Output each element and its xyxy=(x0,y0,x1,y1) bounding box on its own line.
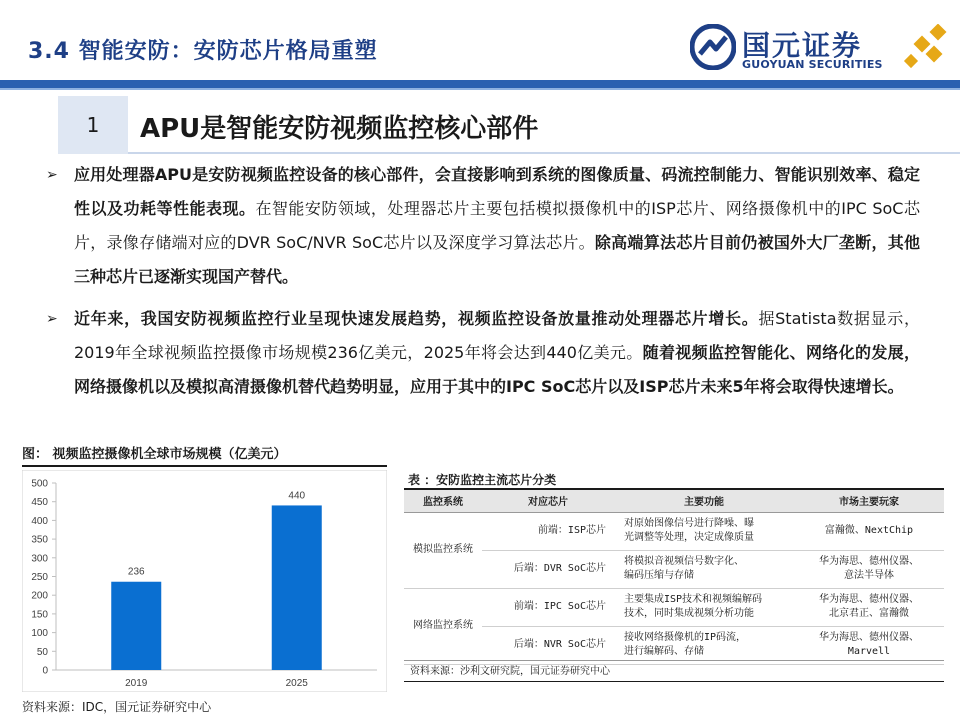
y-tick-label: 150 xyxy=(31,609,48,621)
players-line: 富瀚微、NextChip xyxy=(824,525,914,536)
bullet-arrow-icon: ➢ xyxy=(46,167,58,183)
x-tick-label-2019: 2019 xyxy=(125,678,148,689)
y-tick-label: 450 xyxy=(31,497,48,509)
bullet-list xyxy=(40,158,920,404)
table-header-cell: 监控系统 xyxy=(404,490,482,512)
table-cell-function xyxy=(614,588,794,626)
table-header-cell: 主要功能 xyxy=(614,490,794,512)
logo-chinese-name: 国元证券 xyxy=(742,29,863,62)
y-tick-label: 400 xyxy=(31,515,48,527)
figure-rule xyxy=(22,465,387,467)
bullet-bold-text: 近年来，我国安防视频监控行业呈现快速发展趋势，视频监控设备放量推动处理器芯片增长。 xyxy=(74,309,759,328)
table-cell-chip: 后端：NVR SoC芯片 xyxy=(482,626,614,664)
players-line: 华为海思、德州仪器、 xyxy=(819,594,919,605)
bullet-arrow-icon: ➢ xyxy=(46,311,58,327)
table-row xyxy=(404,512,944,550)
header-divider-thin xyxy=(0,88,960,90)
bar-2025 xyxy=(272,505,322,670)
table-row xyxy=(404,550,944,588)
bar-2019 xyxy=(111,582,161,670)
page-title: 3.4 智能安防：安防芯片格局重塑 xyxy=(28,39,378,64)
y-tick-label: 100 xyxy=(31,628,48,640)
header-divider-bar xyxy=(0,80,960,88)
table-cell-players xyxy=(794,550,944,588)
table-cell-players xyxy=(794,626,944,664)
table-source: 资料来源：沙利文研究院，国元证券研究中心 xyxy=(404,660,944,682)
table-cell-function xyxy=(614,512,794,550)
table-cell-system: 模拟监控系统 xyxy=(404,512,482,588)
function-line: 光调整等处理，决定成像质量 xyxy=(624,532,754,543)
function-line: 将模拟音视频信号数字化、 xyxy=(624,556,744,567)
function-line: 进行编解码、存储 xyxy=(624,646,704,657)
table-cell-function xyxy=(614,550,794,588)
players-line: Marvell xyxy=(847,646,891,657)
table-cell-chip: 前端：IPC SoC芯片 xyxy=(482,588,614,626)
table-header-row xyxy=(404,490,944,512)
table-row xyxy=(404,626,944,664)
bullet-text: 据Statista数据显示，2019年全球视频监控摄像市场规模236亿美元，2025年将会达到440亿美元。 xyxy=(74,309,920,362)
data-label-2019: 236 xyxy=(127,566,145,578)
bullet-bold-text: 应用处理器APU是安防视频监控设备的核心部件，会直接影响到系统的图像质量、码流控制能力、智能识别效率、稳定性以及功耗等性能表现。 xyxy=(74,165,920,218)
function-line: 编码压缩与存储 xyxy=(624,570,694,581)
bullet-bold-text: 除高端算法芯片目前仍被国外大厂垄断，其他三种芯片已逐渐实现国产替代。 xyxy=(74,233,920,286)
y-tick-label: 500 xyxy=(31,478,48,490)
table-header-cell: 对应芯片 xyxy=(482,490,614,512)
market-size-bar-chart xyxy=(22,470,387,692)
logo-english-name: GUOYUAN SECURITIES xyxy=(742,58,883,71)
guoyuan-logo-icon xyxy=(690,24,736,70)
logo-squares-icon xyxy=(902,24,948,72)
players-line: 北京君正、富瀚微 xyxy=(829,608,909,619)
table-row xyxy=(404,588,944,626)
function-line: 主要集成ISP技术和视频编解码 xyxy=(624,594,763,605)
y-tick-label: 50 xyxy=(36,646,48,658)
y-tick-label: 250 xyxy=(31,572,48,583)
bullet-item xyxy=(40,158,920,294)
players-line: 意法半导体 xyxy=(844,570,894,581)
table-title: 表 ：安防监控主流芯片分类 xyxy=(408,473,557,487)
table-cell-system: 网络监控系统 xyxy=(404,588,482,664)
y-tick-label: 0 xyxy=(42,665,48,677)
table-cell-players xyxy=(794,588,944,626)
section-title: APU是智能安防视频监控核心部件 xyxy=(140,114,539,144)
bullet-item xyxy=(40,302,920,404)
function-line: 技术，同时集成视频分析功能 xyxy=(624,608,754,619)
players-line: 华为海思、德州仪器、 xyxy=(819,632,919,643)
chip-classification-table xyxy=(404,490,944,665)
y-tick-label: 300 xyxy=(31,553,48,565)
figure-label: 图： 视频监控摄像机全球市场规模（亿美元） xyxy=(22,447,287,462)
data-label-2025: 440 xyxy=(288,490,306,502)
table-header-cell: 市场主要玩家 xyxy=(794,490,944,512)
y-tick-label: 200 xyxy=(31,590,48,602)
company-logo xyxy=(690,20,950,76)
table-cell-chip: 后端：DVR SoC芯片 xyxy=(482,550,614,588)
section-number: 1 xyxy=(58,96,128,154)
bullet-text: 在智能安防领域，处理器芯片主要包括模拟摄像机中的ISP芯片、网络摄像机中的IPC SoC芯片，录像存储端对应的DVR SoC/NVR SoC芯片以及深度学习算法芯片。 xyxy=(74,199,920,252)
figure-source: 资料来源：IDC，国元证券研究中心 xyxy=(22,700,212,714)
table-cell-players xyxy=(794,512,944,550)
players-line: 华为海思、德州仪器、 xyxy=(819,556,919,567)
function-line: 接收网络摄像机的IP码流， xyxy=(624,632,747,643)
x-tick-label-2025: 2025 xyxy=(285,678,308,689)
function-line: 对原始图像信号进行降噪、曝 xyxy=(624,518,754,529)
y-tick-label: 350 xyxy=(31,534,48,546)
table-cell-chip: 前端：ISP芯片 xyxy=(482,512,614,550)
chart-frame xyxy=(22,470,387,692)
table-cell-function xyxy=(614,626,794,664)
bullet-bold-text: 随着视频监控智能化、网络化的发展，网络摄像机以及模拟高清摄像机替代趋势明显，应用于其中的IPC SoC芯片以及ISP芯片未来5年将会取得快速增长。 xyxy=(74,343,920,396)
